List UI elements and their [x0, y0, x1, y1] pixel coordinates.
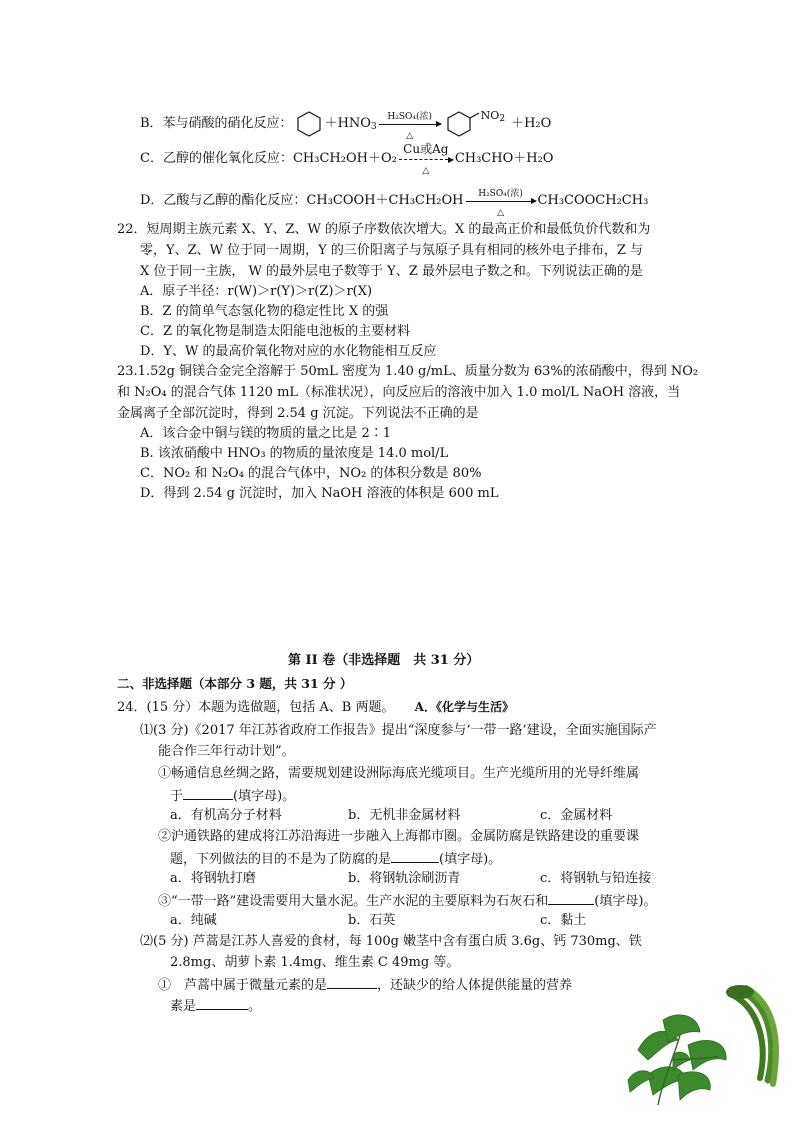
- q24-p2-s1-line2: [170, 997, 261, 1015]
- q24-p2-line2: 2.8mg、胡萝卜素 1.4mg、维生素 C 49mg 等。: [170, 955, 460, 970]
- q21-c-left: CH₃CH₂OH＋O₂: [292, 151, 397, 166]
- q24-heading-a: A．《化学与生活》: [414, 700, 514, 714]
- q23-option-b: B. 该浓硝酸中 HNO₃ 的物质的量浓度是 14.0 mol/L: [140, 446, 449, 461]
- q24-s1-option-c: c．金属材料: [540, 808, 613, 823]
- q22-stem-line1: 22．短周期主族元素 X、Y、Z、W 的原子序数依次增大。X 的最高正价和最低负价代数和为: [117, 222, 651, 237]
- q22-stem-line2: 零，Y、Z、W 位于同一周期，Y 的三价阳离子与氖原子具有相同的核外电子排布，Z 与: [140, 243, 643, 258]
- q24-s2-line2-suffix: (填字母)。: [439, 852, 502, 867]
- q24-s3-line1-suffix: (填字母)。: [594, 894, 657, 909]
- q24-s3-line1-prefix: ③“一带一路”建设需要用大量水泥。生产水泥的主要原料为石灰石和: [158, 894, 549, 909]
- q24-s3-option-c: c．黏土: [540, 913, 587, 928]
- part2-section-heading: 二、非选择题（本部分 3 题，共 31 分 ）: [117, 676, 353, 691]
- q21-c-right: CH₃CHO＋H₂O: [454, 151, 554, 166]
- q24-s2-line2: [170, 850, 501, 868]
- q24-p1-line1: ⑴(3 分)《2017 年江苏省政府工作报告》提出“深度参与‘一带一路’建设，全面实施国际产: [140, 723, 657, 738]
- q21-d-reaction-arrow: [466, 188, 536, 218]
- q24-s1-line2: [170, 787, 295, 805]
- q21-b-product: ＋H₂O: [511, 116, 552, 131]
- q23-option-d: D．得到 2.54 g 沉淀时，加入 NaOH 溶液的体积是 600 mL: [140, 486, 499, 501]
- q21-d-right: CH₃COOCH₂CH₃: [537, 193, 649, 208]
- q24-p2-s1-line2-prefix: 素是: [170, 999, 197, 1014]
- q22-option-a: A．原子半径：r(W)＞r(Y)＞r(Z)＞r(X): [140, 284, 373, 299]
- q21-option-c: [140, 141, 554, 176]
- q24-p1-line2: 能合作三年行动计划”。: [158, 744, 295, 759]
- q23-option-a: A．该合金中铜与镁的物质的量之比是 2∶1: [140, 426, 392, 441]
- q21-c-reaction-arrow: [399, 141, 453, 176]
- nitrobenzene-ring-icon: [445, 110, 481, 138]
- q23-stem-line2: 和 N₂O₄ 的混合气体 1120 mL（标准状况），向反应后的溶液中加入 1.0 mol/L NaOH 溶液，当: [117, 385, 681, 400]
- q24-p2-s1-middle: ，还缺少的给人体提供能量的营养: [377, 978, 573, 993]
- q24-s3-answer-blank[interactable]: [548, 892, 594, 905]
- q21-d-left: CH₃COOH＋CH₃CH₂OH: [306, 193, 464, 208]
- q21-option-b: [140, 109, 552, 141]
- q21-b-condition-top: H₂SO₄(浓): [387, 111, 432, 122]
- q24-s3-option-b: b．石英: [348, 913, 396, 928]
- q22-option-d: D．Y、W 的最高价氧化物对应的水化物能相互反应: [140, 344, 437, 359]
- q21-c-label: C．乙醇的催化氧化反应：: [140, 151, 293, 166]
- q22-option-b: B．Z 的简单气态氢化物的稳定性比 X 的强: [140, 304, 389, 319]
- q24-s1-option-b: b．无机非金属材料: [348, 808, 461, 823]
- q24-s2-option-c: c．将钢轨与铅连接: [540, 871, 652, 886]
- q22-option-c: C．Z 的氧化物是制造太阳能电池板的主要材料: [140, 324, 411, 339]
- stalk-bundle-icon: [726, 985, 776, 1084]
- q24-heading: [117, 699, 514, 716]
- q24-s3-option-a: a．纯碱: [170, 913, 217, 928]
- q21-c-condition-bottom: △: [422, 165, 430, 176]
- q24-s1-option-a: a．有机高分子材料: [170, 808, 282, 823]
- part2-title: 第 II 卷（非选择题 共 31 分）: [288, 653, 480, 668]
- q24-s1-line1: ①畅通信息丝绸之路，需要规划建设洲际海底光缆项目。生产光缆所用的光导纤维属: [158, 766, 640, 781]
- q21-option-d: [140, 188, 649, 218]
- q21-b-label: B．苯与硝酸的硝化反应：: [140, 116, 293, 131]
- q24-s2-option-b: b．将钢轨涂刷沥青: [348, 871, 461, 886]
- q24-s2-option-a: a．将钢轨打磨: [170, 871, 256, 886]
- q24-heading-text: 24．(15 分）本题为选做题，包括 A、B 两题。: [117, 700, 395, 715]
- q24-s1-line2-suffix: (填字母)。: [233, 789, 296, 804]
- q21-b-reactant: $+HNO_3$: [324, 116, 377, 132]
- q23-stem-line3: 金属离子全部沉淀时，得到 2.54 g 沉淀。下列说法不正确的是: [117, 406, 479, 421]
- q24-p2-s1-line2-suffix: 。: [248, 999, 262, 1014]
- q23-stem-line1: 23.1.52g 铜镁合金完全溶解于 50mL 密度为 1.40 g/mL、质量分数为 63%的浓硝酸中，得到 NO₂: [117, 364, 699, 379]
- q21-d-label: D．乙酸与乙醇的酯化反应：: [140, 193, 307, 208]
- q21-d-condition-bottom: △: [497, 207, 504, 218]
- q24-s3-line1: [158, 892, 656, 910]
- q22-stem-line3: X 位于同一主族， W 的最外层电子数等于 Y、Z 最外层电子数之和。下列说法正确的是: [140, 264, 643, 279]
- q24-s2-line1: ②沪通铁路的建成将江苏沿海进一步融入上海都市圈。金属防腐是铁路建设的重要课: [158, 829, 640, 844]
- benzene-ring-icon: [295, 110, 323, 138]
- q24-p2-s1-blank-2[interactable]: [196, 997, 248, 1010]
- q21-b-condition-bottom: △: [406, 130, 414, 141]
- q24-p2-line1: ⑵(5 分) 芦蒿是江苏人喜爱的食材，每 100g 嫩茎中含有蛋白质 3.6g、钙 730mg、铁: [140, 934, 642, 949]
- luhao-vegetable-image: [618, 980, 788, 1110]
- q21-b-no2: $NO_2$: [480, 109, 506, 124]
- q21-c-condition-top: Cu或Ag: [403, 141, 449, 156]
- q24-s1-answer-blank[interactable]: [183, 787, 233, 800]
- q24-p2-s1-prefix: ① 芦蒿中属于微量元素的是: [158, 978, 328, 993]
- q24-s1-line2-prefix: 于: [170, 789, 184, 804]
- q23-option-c: C．NO₂ 和 N₂O₄ 的混合气体中，NO₂ 的体积分数是 80%: [140, 466, 482, 481]
- q24-p2-s1-line1: [158, 976, 572, 994]
- q24-s2-line2-prefix: 题，下列做法的目的不是为了防腐的是: [170, 852, 392, 867]
- q24-p2-s1-blank-1[interactable]: [327, 976, 377, 989]
- q21-b-reaction-arrow: [379, 111, 441, 141]
- q24-s2-answer-blank[interactable]: [391, 850, 439, 863]
- q21-d-condition-top: H₂SO₄(浓): [478, 188, 523, 199]
